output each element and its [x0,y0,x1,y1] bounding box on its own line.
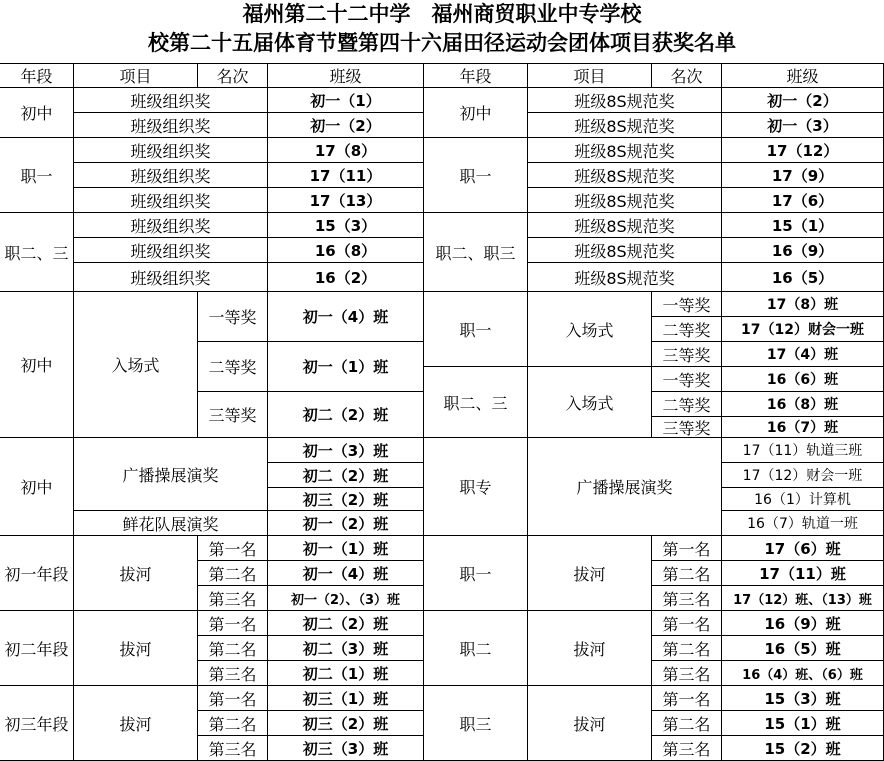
entr-class-right: 16（8）班 [722,392,884,417]
org-grade-v23: 职二、三 [0,213,74,292]
tug-class-left: 初一（4）班 [268,561,424,586]
org-class: 15（3） [268,213,424,238]
tug-item-left: 拔河 [74,536,198,611]
org-class: 初一（1） [268,88,424,113]
award-table [0,63,884,761]
std-item: 班级8S规范奖 [528,263,722,292]
org-class: 16（8） [268,238,424,263]
flower-item-left: 鲜花队展演奖 [74,511,268,536]
header-class-right: 班级 [722,63,884,88]
std-item: 班级8S规范奖 [528,213,722,238]
tug-class-left: 初三（1）班 [268,686,424,711]
tug-class-right: 15（2）班 [722,736,884,761]
tug-class-right: 16（9）班 [722,611,884,636]
header-class-left: 班级 [268,63,424,88]
org-class: 17（8） [268,138,424,163]
bc-class-left: 初一（2）班 [268,511,424,536]
std-item: 班级8S规范奖 [528,188,722,213]
org-item: 班级组织奖 [74,263,268,292]
tug-rank-left: 第二名 [198,561,268,586]
tug-class-right: 15（1）班 [722,711,884,736]
header-rank-right: 名次 [652,63,722,88]
entr-class-right: 17（12）财会一班 [722,317,884,342]
bc-class-left: 初三（2）班 [268,488,424,511]
entr-rank-right: 一等奖 [652,367,722,392]
bc-grade-left: 初中 [0,438,74,536]
tug-class-left: 初三（2）班 [268,711,424,736]
bc-item-right: 广播操展演奖 [528,438,722,536]
tug-class-right: 17（6）班 [722,536,884,561]
entr-rank-left: 二等奖 [198,342,268,392]
entr-grade-left: 初中 [0,292,74,438]
header-item-right: 项目 [528,63,652,88]
tug-grade-right: 职一 [424,536,528,611]
org-grade-v1: 职一 [0,138,74,213]
entr-rank-right: 三等奖 [652,417,722,438]
entr-class-left: 初一（4）班 [268,292,424,342]
org-item: 班级组织奖 [74,213,268,238]
header-rank-left: 名次 [198,63,268,88]
tug-rank-left: 第三名 [198,736,268,761]
tug-rank-left: 第一名 [198,536,268,561]
org-class: 初一（2） [268,113,424,138]
bc-grade-right: 职专 [424,438,528,536]
std-grade-v23: 职二、职三 [424,213,528,292]
tug-rank-right: 第三名 [652,586,722,611]
tug-class-right: 17（12）班、（13）班 [722,586,884,611]
entr-class-right: 17（4）班 [722,342,884,367]
tug-class-left: 初二（1）班 [268,661,424,686]
org-class: 16（2） [268,263,424,292]
tug-rank-right: 第二名 [652,711,722,736]
tug-grade-right: 职三 [424,686,528,761]
std-class: 17（12） [722,138,884,163]
title-line-2: 校第二十五届体育节暨第四十六届田径运动会团体项目获奖名单 [148,31,736,55]
tug-grade-right: 职二 [424,611,528,686]
entr-rank-left: 三等奖 [198,392,268,438]
tug-rank-left: 第三名 [198,661,268,686]
entr-class-left: 初二（2）班 [268,392,424,438]
std-item: 班级8S规范奖 [528,238,722,263]
tug-rank-right: 第三名 [652,736,722,761]
bc-class-right: 16（1）计算机 [722,488,884,511]
org-item: 班级组织奖 [74,88,268,113]
org-grade-junior: 初中 [0,88,74,138]
tug-grade-left: 初一年段 [0,536,74,611]
tug-item-right: 拔河 [528,686,652,761]
tug-grade-left: 初三年段 [0,686,74,761]
org-item: 班级组织奖 [74,138,268,163]
header-grade-right: 年段 [424,63,528,88]
std-grade-junior: 初中 [424,88,528,138]
tug-rank-left: 第三名 [198,586,268,611]
entr-rank-right: 二等奖 [652,317,722,342]
tug-item-left: 拔河 [74,686,198,761]
entr-grade-v23: 职二、三 [424,367,528,438]
tug-class-right: 15（3）班 [722,686,884,711]
std-item: 班级8S规范奖 [528,113,722,138]
entr-rank-left: 一等奖 [198,292,268,342]
org-item: 班级组织奖 [74,188,268,213]
entr-item-right: 入场式 [528,367,652,438]
std-class: 17（9） [722,163,884,188]
tug-grade-left: 初二年段 [0,611,74,686]
tug-rank-right: 第三名 [652,661,722,686]
title-line-1: 福州第二十二中学 福州商贸职业中专学校 [242,2,642,26]
tug-class-left: 初二（3）班 [268,636,424,661]
tug-rank-right: 第二名 [652,561,722,586]
std-class: 16（9） [722,238,884,263]
entr-class-right: 16（7）班 [722,417,884,438]
std-item: 班级8S规范奖 [528,163,722,188]
tug-rank-left: 第二名 [198,711,268,736]
entr-rank-right: 二等奖 [652,392,722,417]
tug-item-left: 拔河 [74,611,198,686]
std-item: 班级8S规范奖 [528,88,722,113]
header-grade-left: 年段 [0,63,74,88]
bc-item-left: 广播操展演奖 [74,438,268,511]
tug-class-right: 16（5）班 [722,636,884,661]
tug-rank-right: 第一名 [652,536,722,561]
std-class: 15（1） [722,213,884,238]
tug-class-left: 初三（3）班 [268,736,424,761]
tug-rank-left: 第二名 [198,636,268,661]
header-item-left: 项目 [74,63,198,88]
entr-class-right: 16（6）班 [722,367,884,392]
tug-rank-right: 第一名 [652,611,722,636]
tug-rank-left: 第一名 [198,686,268,711]
tug-rank-right: 第一名 [652,686,722,711]
tug-class-left: 初一（1）班 [268,536,424,561]
org-class: 17（13） [268,188,424,213]
tug-class-right: 16（4）班、（6）班 [722,661,884,686]
tug-class-right: 17（11）班 [722,561,884,586]
entr-item-right: 入场式 [528,292,652,367]
std-grade-v1: 职一 [424,138,528,213]
entr-class-right: 17（8）班 [722,292,884,317]
bc-class-left: 初二（2）班 [268,463,424,488]
entr-grade-v1: 职一 [424,292,528,367]
std-class: 17（6） [722,188,884,213]
org-item: 班级组织奖 [74,238,268,263]
org-item: 班级组织奖 [74,113,268,138]
bc-class-right: 17（12）财会一班 [722,463,884,488]
entr-rank-right: 一等奖 [652,292,722,317]
entr-item-left: 入场式 [74,292,198,438]
std-class: 初一（3） [722,113,884,138]
std-class: 初一（2） [722,88,884,113]
entr-rank-right: 三等奖 [652,342,722,367]
std-item: 班级8S规范奖 [528,138,722,163]
tug-rank-right: 第二名 [652,636,722,661]
std-class: 16（5） [722,263,884,292]
bc-class-left: 初一（3）班 [268,438,424,463]
bc-class-right: 16（7）轨道一班 [722,511,884,536]
entr-class-left: 初一（1）班 [268,342,424,392]
org-item: 班级组织奖 [74,163,268,188]
bc-class-right: 17（11）轨道三班 [722,438,884,463]
tug-rank-left: 第一名 [198,611,268,636]
tug-class-left: 初一（2）、（3）班 [268,586,424,611]
org-class: 17（11） [268,163,424,188]
tug-item-right: 拔河 [528,611,652,686]
tug-item-right: 拔河 [528,536,652,611]
tug-class-left: 初二（2）班 [268,611,424,636]
